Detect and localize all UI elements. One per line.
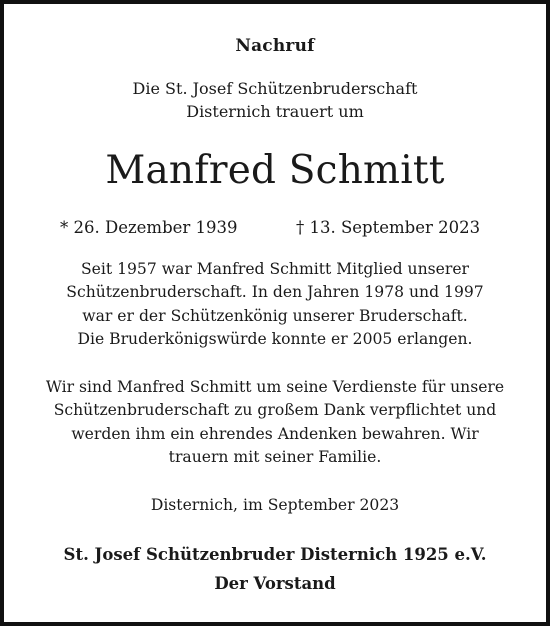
gratitude-paragraph <box>0 376 550 469</box>
paragraph-line: Die Bruderkönigswürde konnte er 2005 erlangen. <box>77 329 473 348</box>
intro-text <box>0 77 550 123</box>
signature-organization: St. Josef Schützenbruder Disternich 1925 e.V. <box>63 545 487 564</box>
birth-date: * 26. Dezember 1939 <box>60 218 238 237</box>
membership-paragraph <box>0 258 550 351</box>
paragraph-line: werden ihm ein ehrendes Andenken bewahren. Wir <box>71 424 479 443</box>
paragraph-line: Wir sind Manfred Schmitt um seine Verdienste für unsere <box>45 378 505 396</box>
signature-board: Der Vorstand <box>214 574 336 593</box>
intro-line: Die St. Josef Schützenbruderschaft <box>132 79 418 98</box>
paragraph-line: war er der Schützenkönig unserer Bruderschaft. <box>82 306 468 325</box>
paragraph-line: Schützenbruderschaft zu großem Dank verpflichtet und <box>53 401 497 420</box>
paragraph-line: trauern mit seiner Familie. <box>168 447 382 466</box>
signature <box>0 540 550 598</box>
deceased-name: Manfred Schmitt <box>105 148 445 193</box>
intro-line: Disternich trauert um <box>186 102 364 121</box>
place-and-date: Disternich, im September 2023 <box>150 496 400 514</box>
paragraph-line: Seit 1957 war Manfred Schmitt Mitglied unserer <box>80 260 470 278</box>
notice-heading: Nachruf <box>235 36 315 56</box>
paragraph-line: Schützenbruderschaft. In den Jahren 1978 und 1997 <box>66 283 484 302</box>
death-date: † 13. September 2023 <box>296 218 481 237</box>
